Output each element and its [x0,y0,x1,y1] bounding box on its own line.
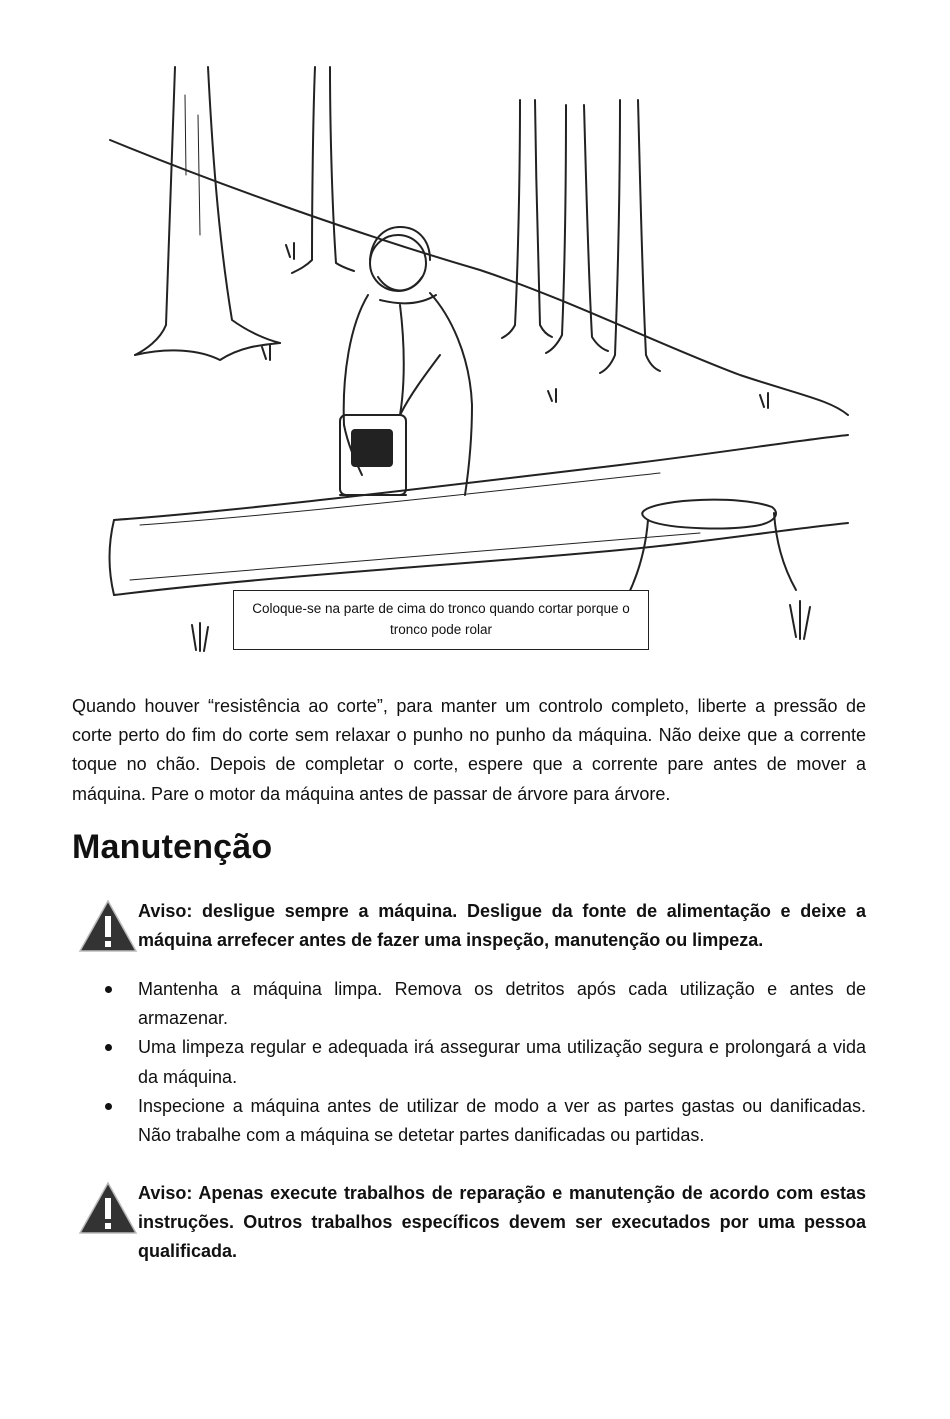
warning-triangle-icon [78,899,138,953]
section-title: Manutenção [72,828,273,866]
list-item [72,975,866,1033]
bullet-icon [105,1044,112,1051]
warning-block [78,1179,866,1267]
warning-text: Aviso: Apenas execute trabalhos de reparação e manutenção de acordo com estas instruções. Outros trabalhos específicos devem ser executados por uma pessoa qualificada. [138,1183,866,1262]
bullet-icon [105,986,112,993]
warning-text: Aviso: desligue sempre a máquina. Desligue da fonte de alimentação e deixe a máquina arrefecer antes de fazer uma inspeção, manutenção ou limpeza. [138,901,866,951]
list-item-text: Mantenha a máquina limpa. Remova os detritos após cada utilização e antes de armazenar. [138,979,866,1029]
chainsaw-log-illustration [100,55,860,665]
list-item-text: Inspecione a máquina antes de utilizar de modo a ver as partes gastas ou danificadas. Não trabalhe com a máquina se detetar partes danificadas ou partidas. [138,1095,866,1146]
list-item-text: Uma limpeza regular e adequada irá assegurar uma utilização segura e prolongará a vida da máquina. [138,1037,866,1087]
figure-caption: Coloque-se na parte de cima do tronco quando cortar porque o tronco pode rolar [233,590,649,650]
list-item [72,1092,866,1150]
maintenance-list [72,975,866,1150]
warning-triangle-icon [78,1181,138,1235]
list-item [72,1033,866,1091]
body-paragraph: Quando houver “resistência ao corte”, para manter um controlo completo, liberte a pressão de corte perto do fim do corte sem relaxar o punho no punho da máquina. Não deixe que a corrente toque no chão. Depois de completar o corte, espere que a corrente pare antes de mover a máquina. Pare o motor da máquina antes de passar de árvore para árvore. [72,696,866,804]
bullet-icon [105,1103,112,1110]
warning-block [78,897,866,955]
